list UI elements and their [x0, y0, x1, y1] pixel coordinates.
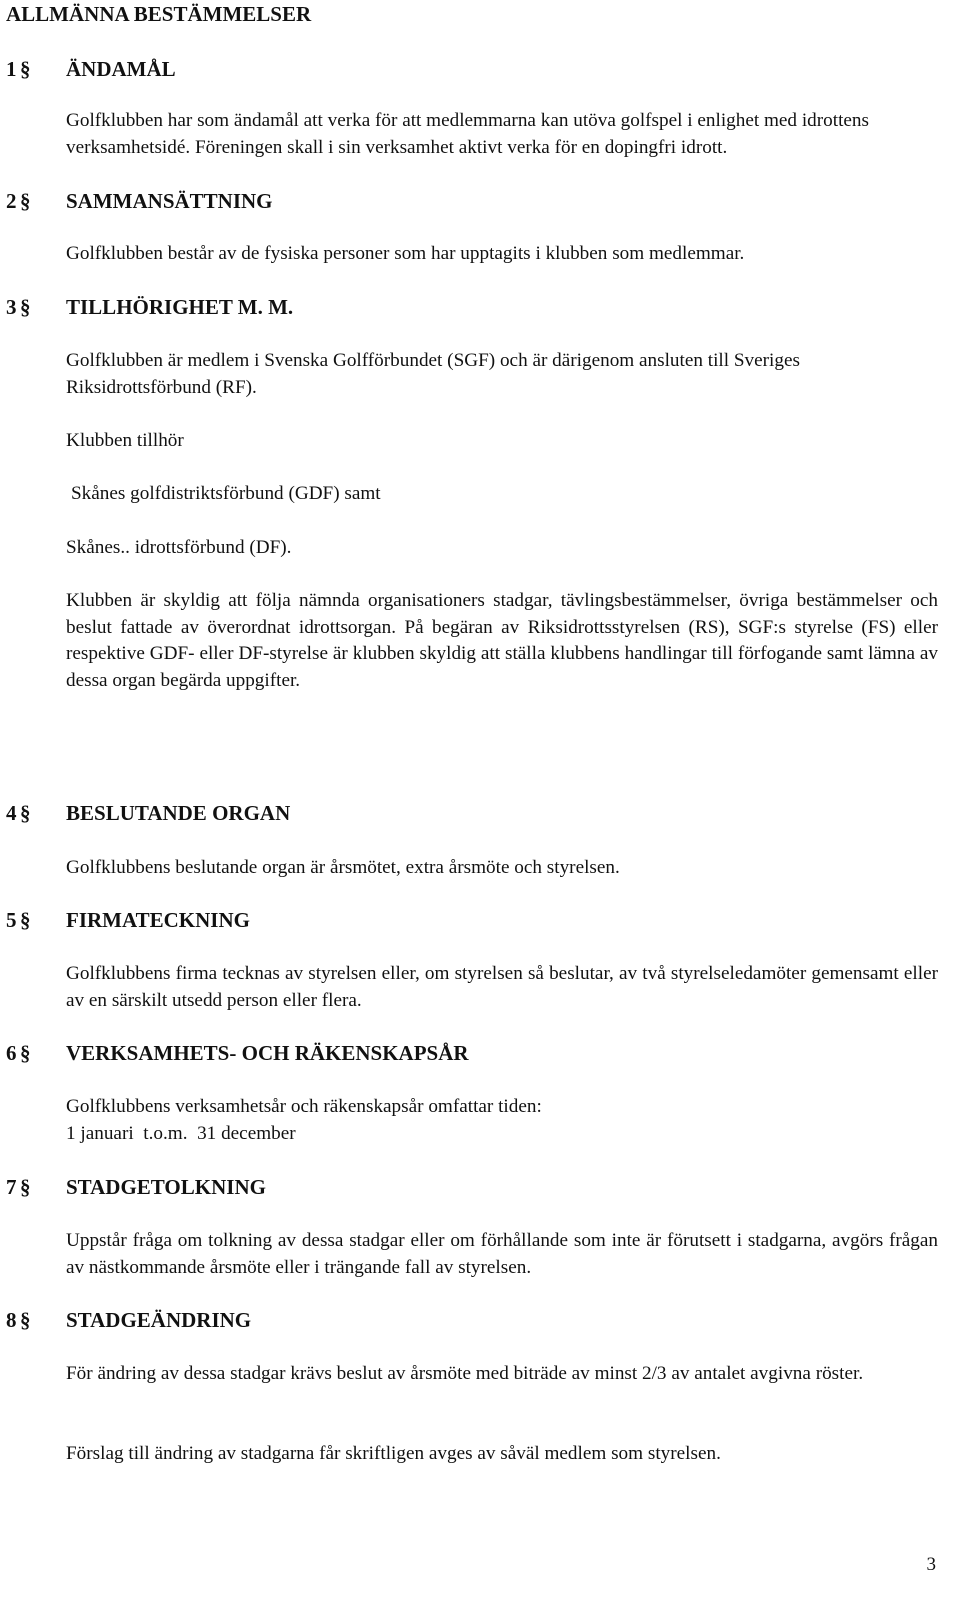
- section-8-paragraph-2: Förslag till ändring av stadgarna får skriftligen avges av såväl medlem som styrelsen.: [66, 1443, 721, 1464]
- section-2-title: SAMMANSÄTTNING: [66, 189, 273, 213]
- section-8-paragraph-1: För ändring av dessa stadgar krävs beslut av årsmöte med biträde av minst 2/3 av antalet avgivna röster.: [66, 1363, 864, 1384]
- section-4-paragraph: Golfklubbens beslutande organ är årsmötet, extra årsmöte och styrelsen.: [66, 857, 620, 878]
- section-6-paragraph-2: 1 januari t.o.m. 31 december: [66, 1123, 296, 1144]
- section-7-mark: §: [20, 1175, 31, 1199]
- section-6-number: 6: [6, 1041, 17, 1065]
- section-8-number: 8: [6, 1308, 17, 1332]
- section-6-paragraph-1: Golfklubbens verksamhetsår och räkenskapsår omfattar tiden:: [66, 1096, 542, 1117]
- section-4-number: 4: [6, 801, 17, 825]
- section-6-mark: §: [20, 1041, 31, 1065]
- section-7-title: STADGETOLKNING: [66, 1175, 266, 1199]
- section-4-mark: §: [20, 801, 31, 825]
- section-4-title: BESLUTANDE ORGAN: [66, 801, 291, 825]
- section-3-paragraph-3: Skånes golfdistriktsförbund (GDF) samt: [71, 483, 381, 504]
- section-1-title: ÄNDAMÅL: [66, 57, 176, 81]
- section-7-paragraph: Uppstår fråga om tolkning av dessa stadgar eller om förhållande som inte är förutsett i stadgarna, avgörs frågan av nästkommande årsmöte eller i trängande fall av styrelsen.: [66, 1230, 938, 1278]
- section-2-number: 2: [6, 189, 17, 213]
- section-1-mark: §: [20, 57, 31, 81]
- section-3-title: TILLHÖRIGHET M. M.: [66, 295, 294, 319]
- section-8-mark: §: [20, 1308, 31, 1332]
- section-2-mark: §: [20, 189, 31, 213]
- page-number: 3: [926, 1554, 936, 1575]
- section-8-title: STADGEÄNDRING: [66, 1308, 252, 1332]
- section-5-paragraph: Golfklubbens firma tecknas av styrelsen eller, om styrelsen så beslutar, av två styrelseledamöter gemensamt eller av en särskilt utsedd person eller flera.: [66, 963, 938, 1011]
- section-3-paragraph-2: Klubben tillhör: [66, 430, 184, 451]
- section-2-paragraph: Golfklubben består av de fysiska personer som har upptagits i klubben som medlemmar.: [66, 243, 745, 264]
- section-7-number: 7: [6, 1175, 17, 1199]
- section-5-title: FIRMATECKNING: [66, 908, 250, 932]
- section-5-mark: §: [20, 908, 31, 932]
- section-3-paragraph-4: Skånes.. idrottsförbund (DF).: [66, 537, 292, 558]
- section-3-paragraph-5: Klubben är skyldig att följa nämnda organisationers stadgar, tävlingsbestämmelser, övriga bestämmelser och beslut fattade av överordnat idrottsorgan. På begäran av Riksidrottsstyrelsen (RS), SGF:s styrelse (FS) eller respektive GDF- eller DF-styrelse är klubben skyldig att ställa klubbens handlingar till förfogande samt lämna av dessa organ begärda uppgifter.: [66, 590, 938, 692]
- section-3-mark: §: [20, 295, 31, 319]
- section-1-paragraph: Golfklubben har som ändamål att verka för att medlemmarna kan utöva golfspel i enlighet med idrottens verksamhetsidé. Föreningen skall i sin verksamhet aktivt verka för en dopingfri idrott.: [66, 110, 869, 158]
- section-3-paragraph-1: Golfklubben är medlem i Svenska Golfförbundet (SGF) och är därigenom ansluten till Sveriges Riksidrottsförbund (RF).: [66, 350, 800, 398]
- section-6-title: VERKSAMHETS- OCH RÄKENSKAPSÅR: [66, 1041, 469, 1065]
- section-3-number: 3: [6, 295, 17, 319]
- section-5-number: 5: [6, 908, 17, 932]
- document-heading: ALLMÄNNA BESTÄMMELSER: [6, 2, 312, 26]
- section-1-number: 1: [6, 57, 17, 81]
